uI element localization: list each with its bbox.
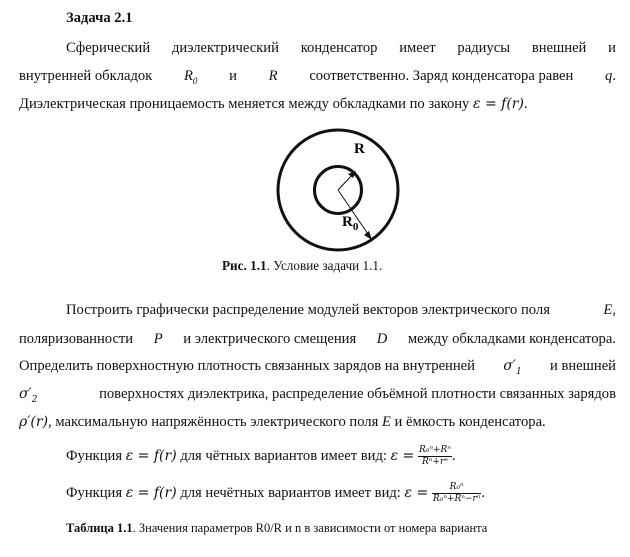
task-line-3: Определить поверхностную плотность связанных зарядов на внутренней $\sigma'_1$ и внешней (19, 358, 616, 377)
task-line-1: Построить графически распределение модулей векторов электрического поля E, (66, 302, 616, 318)
task-line-5: ρ′(r), максимальную напряжённость электрического поля E и ёмкость конденсатора. (19, 414, 546, 430)
arrowhead-r (364, 231, 372, 240)
task-title: Задача 2.1 (66, 10, 133, 26)
problem-line-2: внутренней обкладок $R_0$ и R соответственно. Заряд конденсатора равен q. (19, 68, 616, 86)
task-line-4: $\sigma'_2$ поверхностях диэлектрика, распределение объёмной плотности связанных зарядов (19, 386, 616, 405)
odd-fraction: $\frac{\text{R₀ⁿ}}{\text{R₀ⁿ+Rⁿ−rⁿ}}$ (432, 482, 481, 504)
even-fraction: $\frac{\text{R₀ⁿ+Rⁿ}}{\text{Rⁿ+rⁿ}}$ (418, 445, 451, 467)
table-caption: Таблица 1.1. Значения параметров R0/R и n в зависимости от номера варианта (66, 521, 488, 535)
problem-line-3: Диэлектрическая проницаемость меняется между обкладками по закону ε = f(r). (19, 96, 528, 112)
odd-function-line: Функция ε = f(r) для нечётных вариантов имеет вид: ε = $\frac{\text{R₀ⁿ}}{\text{R₀ⁿ+Rⁿ−rⁿ}}$ . (66, 482, 486, 504)
figure-label-R: R (354, 141, 365, 157)
figure-caption: Рис. 1.1. Условие задачи 1.1. (222, 258, 383, 273)
even-function-line: Функция ε = f(r) для чётных вариантов имеет вид: ε = $\frac{\text{R₀ⁿ+Rⁿ}}{\text{Rⁿ+rⁿ}}$ . (66, 445, 456, 467)
problem-line-1: Сферический диэлектрический конденсатор имеет радиусы внешней и (66, 40, 616, 56)
task-line-2: поляризованности P и электрического смещения D между обкладками конденсатора. (19, 331, 616, 347)
figure-label-R0: $R_0$ (342, 214, 359, 233)
capacitor-figure (274, 125, 404, 255)
